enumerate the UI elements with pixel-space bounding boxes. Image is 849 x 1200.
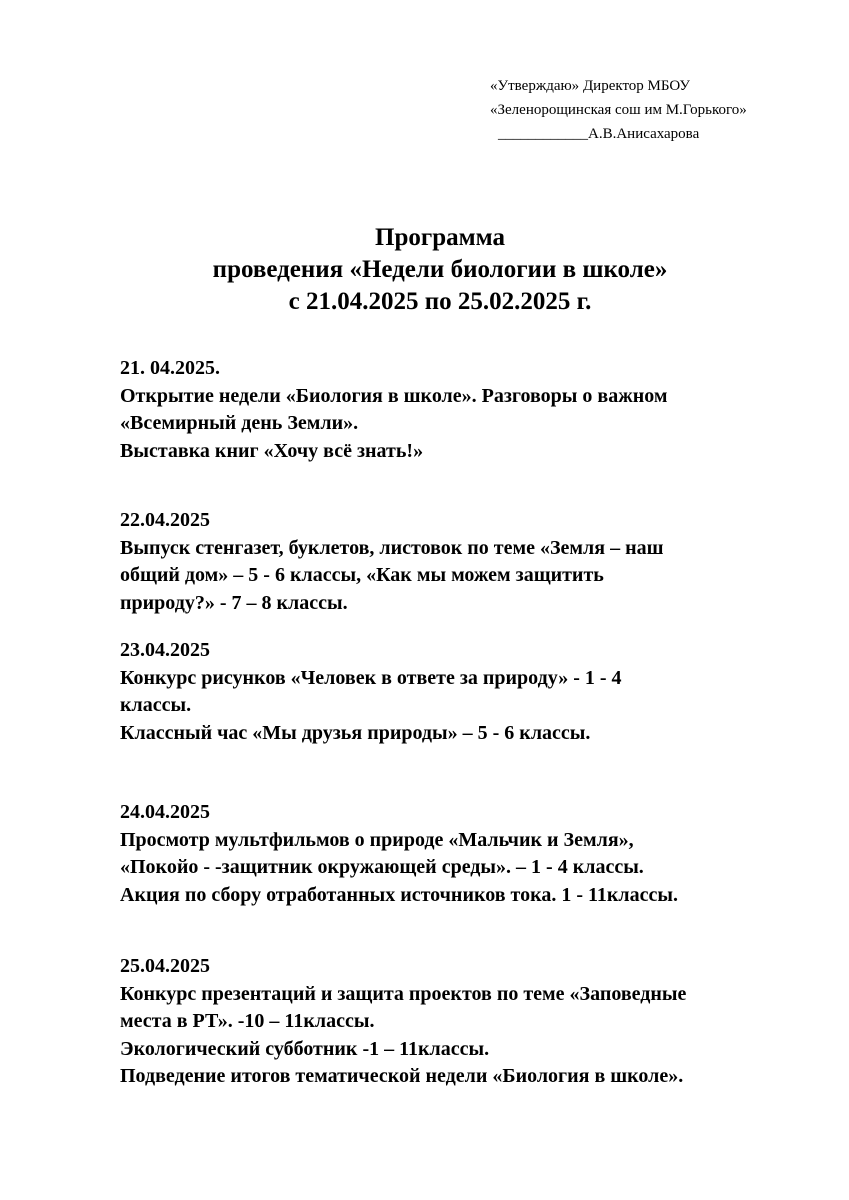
section-date: 21. 04.2025. (120, 357, 220, 379)
document-title (110, 222, 770, 318)
section-line: Просмотр мультфильмов о природе «Мальчик и Земля», (120, 828, 634, 851)
section-line: классы. (120, 694, 192, 716)
title-line-3: с 21.04.2025 по 25.02.2025 г. (288, 288, 592, 315)
section-line: природу?» - 7 – 8 классы. (120, 591, 348, 614)
section-line: Выпуск стенгазет, буклетов, листовок по теме «Земля – наш (120, 536, 664, 559)
section-line: Подведение итогов тематической недели «Биология в школе». (120, 1065, 684, 1087)
title-line-1: Программа (375, 224, 505, 251)
program-section-22-04 (120, 507, 775, 617)
program-section-24-04 (120, 799, 775, 909)
section-line: «Всемирный день Земли». (120, 412, 359, 434)
title-line-2: проведения «Недели биологии в школе» (212, 256, 668, 283)
section-line: Конкурс рисунков «Человек в ответе за природу» - 1 - 4 (120, 666, 622, 689)
program-section-21-04 (120, 355, 775, 465)
approval-signature-line: ____________А.В.Анисахарова (498, 126, 700, 142)
section-line: Экологический субботник -1 – 11классы. (120, 1037, 490, 1060)
program-section-23-04 (120, 637, 775, 747)
approval-block (490, 74, 775, 146)
approval-director-line: Директор МБОУ «Зеленорощинская (490, 78, 691, 118)
section-date: 23.04.2025 (120, 639, 210, 661)
section-line: Конкурс презентаций и защита проектов по теме «Заповедные (120, 982, 687, 1005)
program-section-25-04 (120, 953, 775, 1091)
section-line: Открытие недели «Биология в школе». Разговоры о важном (120, 384, 668, 407)
section-line: места в РТ». -10 – 11классы. (120, 1010, 375, 1032)
section-line: Классный час «Мы друзья природы» – 5 - 6 классы. (120, 721, 591, 744)
section-line: «Покойо - -защитник окружающей среды». – 1 - 4 классы. (120, 856, 644, 878)
section-date: 22.04.2025 (120, 509, 210, 531)
program-body (120, 355, 775, 1091)
section-line: Акция по сбору отработанных источников тока. 1 - 11классы. (120, 883, 678, 906)
section-line: Выставка книг «Хочу всё знать!» (120, 439, 424, 462)
section-date: 25.04.2025 (120, 955, 210, 977)
approval-school-line: сош им М.Горького» (614, 102, 747, 118)
approval-word: «Утверждаю» (490, 78, 580, 94)
section-date: 24.04.2025 (120, 801, 210, 823)
section-line: общий дом» – 5 - 6 классы, «Как мы можем защитить (120, 564, 604, 586)
